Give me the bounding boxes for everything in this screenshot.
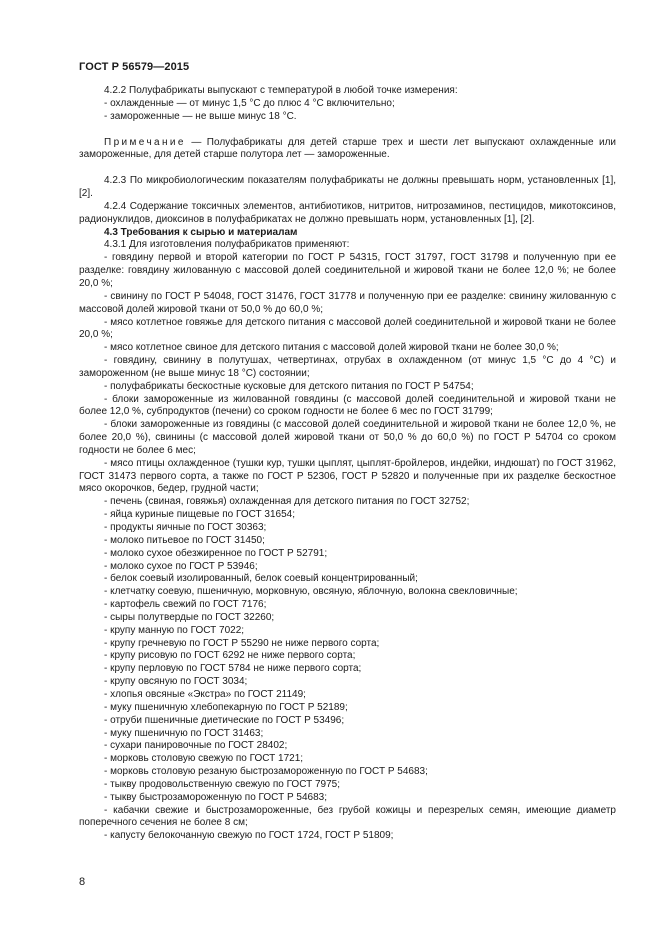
list-item: - яйца куриные пищевые по ГОСТ 31654; <box>104 509 296 521</box>
list-item: - говядину, свинину в полутушах, четвертинах, отрубах в охлажденном (от минус 1,5 °С до 4 °С) и замороженном (не выше минус 18 °С) состоянии; <box>79 355 616 379</box>
frozen-item: - замороженные — не выше минус 18 °С. <box>104 110 297 122</box>
paragraph-4-3-1: 4.3.1 Для изготовления полуфабрикатов применяют: <box>104 239 350 251</box>
list-item: - картофель свежий по ГОСТ 7176; <box>104 599 267 611</box>
document-header: ГОСТ Р 56579—2015 <box>79 61 190 73</box>
list-item: - крупу манную по ГОСТ 7022; <box>104 624 245 636</box>
list-item: - крупу перловую по ГОСТ 5784 не ниже первого сорта; <box>104 663 362 675</box>
list-item: - морковь столовую резаную быстрозамороженную по ГОСТ Р 54683; <box>104 766 428 778</box>
list-item: - хлопья овсяные «Экстра» по ГОСТ 21149; <box>104 688 306 700</box>
list-item: - мясо птицы охлажденное (тушки кур, тушки цыплят, цыплят-бройлеров, индейки, индюшат) по ГОСТ 31962, ГОСТ 31473 первого сорта, а также по ГОСТ Р 52306, ГОСТ Р 52820 и полученные при их разделке бескостное мясо окорочков, бедер, грудной части; <box>79 457 616 495</box>
paragraph-4-2-2: 4.2.2 Полуфабрикаты выпускают с температурой в любой точке измерения: <box>104 85 458 96</box>
page-number: 8 <box>79 876 86 888</box>
list-item: - молоко сухое по ГОСТ Р 53946; <box>104 560 258 572</box>
document-body <box>79 85 616 843</box>
section-heading-4-3: 4.3 Требования к сырью и материалам <box>104 226 298 238</box>
list-item: - кабачки свежие и быстрозамороженные, без грубой кожицы и перезрелых семян, имеющие диаметр поперечного сечения не более 8 см; <box>79 804 616 829</box>
note-text: — Полуфабрикаты для детей старше трех и шести лет выпускают охлажденные или замороженные, для детей старше полутора лет — замороженные. <box>79 136 616 161</box>
list-item: - продукты яичные по ГОСТ 30363; <box>104 522 267 533</box>
list-item: - сухари панировочные по ГОСТ 28402; <box>104 740 288 752</box>
paragraph-4-2-4: 4.2.4 Содержание токсичных элементов, антибиотиков, нитритов, нитрозаминов, пестицидов, микотоксинов, радионуклидов, диоксинов в полуфабрикатах не должно превышать норм, установленных [1], [2]. <box>79 200 616 225</box>
list-item: - тыкву быстрозамороженную по ГОСТ Р 54683; <box>104 791 327 803</box>
list-item: - тыкву продовольственную свежую по ГОСТ 7975; <box>104 778 341 790</box>
list-item: - крупу овсяную по ГОСТ 3034; <box>104 676 248 688</box>
list-item: - блоки замороженные из говядины (с массовой долей соединительной и жировой ткани не более 12,0 %, не более 20,0 %), свинины (с массовой долей жировой ткани от 50,0 % до 60,0 %) по ГОСТ Р 54704 со сроком годности не более 6 мес; <box>79 419 616 456</box>
list-item: - полуфабрикаты бескостные кусковые для детского питания по ГОСТ Р 54754; <box>104 380 474 392</box>
list-item: - муку пшеничную хлебопекарную по ГОСТ Р 52189; <box>104 701 348 713</box>
chilled-item: - охлажденные — от минус 1,5 °С до плюс 4 °С включительно; <box>104 97 395 109</box>
list-item: - блоки замороженные из жилованной говядины (с массовой долей соединительной и жировой ткани не более 12,0 %, субпродуктов (печени) со сроком годности не более 6 мес по ГОСТ 31799; <box>79 393 616 418</box>
materials-list <box>79 252 616 843</box>
list-item: - крупу рисовую по ГОСТ 6292 не ниже первого сорта; <box>104 650 356 662</box>
list-item: - белок соевый изолированный, белок соевый концентрированный; <box>104 573 418 585</box>
list-item: - свинину по ГОСТ Р 54048, ГОСТ 31476, ГОСТ 31778 и полученную при ее разделке: свинину жилованную с массовой долей жировой ткани от 50,0 % до 60,0 %; <box>79 290 616 315</box>
list-item: - клетчатку соевую, пшеничную, морковную, овсяную, яблочную, волокна свекловичные; <box>104 586 518 598</box>
list-item: - муку пшеничную по ГОСТ 31463; <box>104 727 264 739</box>
list-item: - мясо котлетное свиное для детского питания с массовой долей жировой ткани не более 30,0 %; <box>104 342 559 354</box>
list-item: - молоко сухое обезжиренное по ГОСТ Р 52791; <box>104 547 328 559</box>
list-item: - молоко питьевое по ГОСТ 31450; <box>104 534 265 546</box>
paragraph-4-2-3: 4.2.3 По микробиологическим показателям полуфабрикаты не должны превышать норм, установленных [1], [2]. <box>79 175 616 200</box>
list-item: - отруби пшеничные диетические по ГОСТ Р 53496; <box>104 714 345 726</box>
note <box>79 137 616 163</box>
list-item: - мясо котлетное говяжье для детского питания с массовой долей соединительной и жировой ткани не более 20,0 %; <box>79 316 616 341</box>
list-item: - морковь столовую свежую по ГОСТ 1721; <box>104 753 304 765</box>
list-item: - капусту белокочанную свежую по ГОСТ 1724, ГОСТ Р 51809; <box>104 830 394 842</box>
list-item: - говядину первой и второй категории по ГОСТ Р 54315, ГОСТ 31797, ГОСТ 31798 и полученную при ее разделке: говядину жилованную с массовой долей соединительной и жировой ткани не более 12,0 %; не более 20,0 %; <box>79 252 616 289</box>
list-item: - печень (свиная, говяжья) охлажденная для детского питания по ГОСТ 32752; <box>104 496 470 508</box>
list-item: - сыры полутвердые по ГОСТ 32260; <box>104 611 275 623</box>
list-item: - крупу гречневую по ГОСТ Р 55290 не ниже первого сорта; <box>104 637 380 649</box>
note-label: Примечание <box>104 136 186 148</box>
